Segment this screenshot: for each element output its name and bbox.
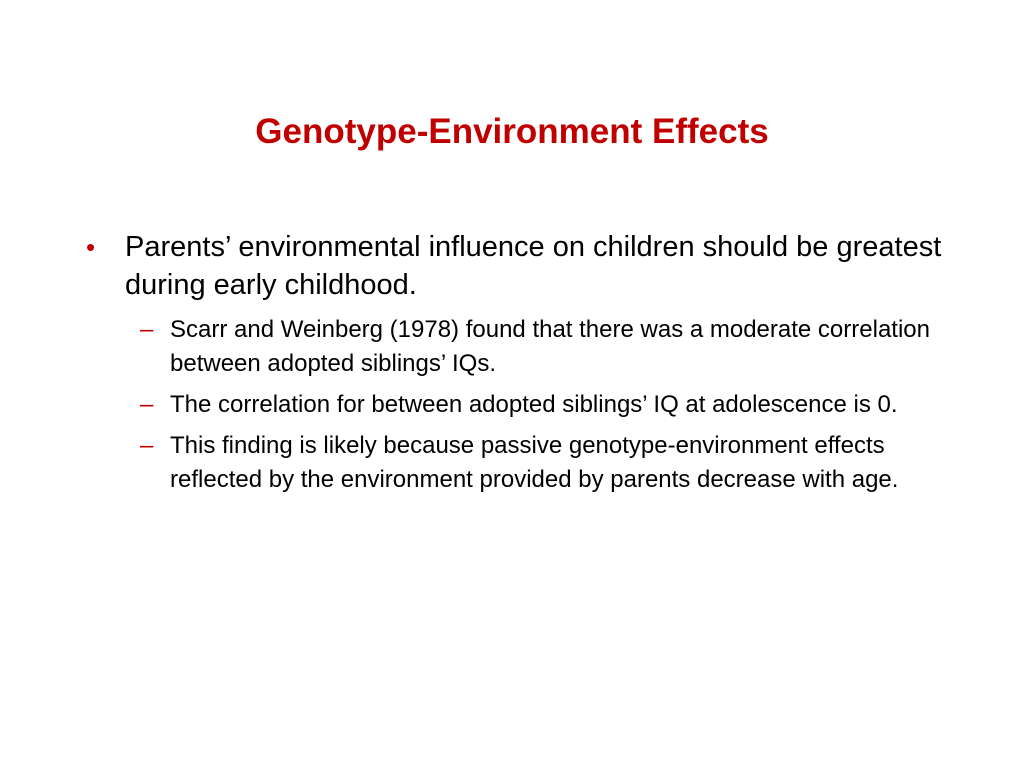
sub-bullet-text: This finding is likely because passive genotype-environment effects reflected by the environment provided by parents decrease with age. xyxy=(170,432,899,493)
sub-bullet-item xyxy=(84,388,944,422)
bullet-marker: • xyxy=(86,232,96,262)
sub-bullet-marker: – xyxy=(140,432,154,459)
sub-bullet-marker: – xyxy=(140,391,154,418)
sub-bullet-item xyxy=(84,313,944,381)
sub-bullet-marker: – xyxy=(140,316,154,343)
sub-bullet-text: Scarr and Weinberg (1978) found that there was a moderate correlation between adopted siblings’ IQs. xyxy=(170,316,930,377)
sub-bullet-item xyxy=(84,429,944,497)
sub-bullet-text: The correlation for between adopted siblings’ IQ at adolescence is 0. xyxy=(170,391,898,418)
slide-content xyxy=(84,228,944,504)
slide-title: Genotype-Environment Effects xyxy=(255,112,769,151)
bullet-item xyxy=(84,228,944,304)
bullet-text: Parents’ environmental influence on children should be greatest during early childhood. xyxy=(125,231,942,301)
